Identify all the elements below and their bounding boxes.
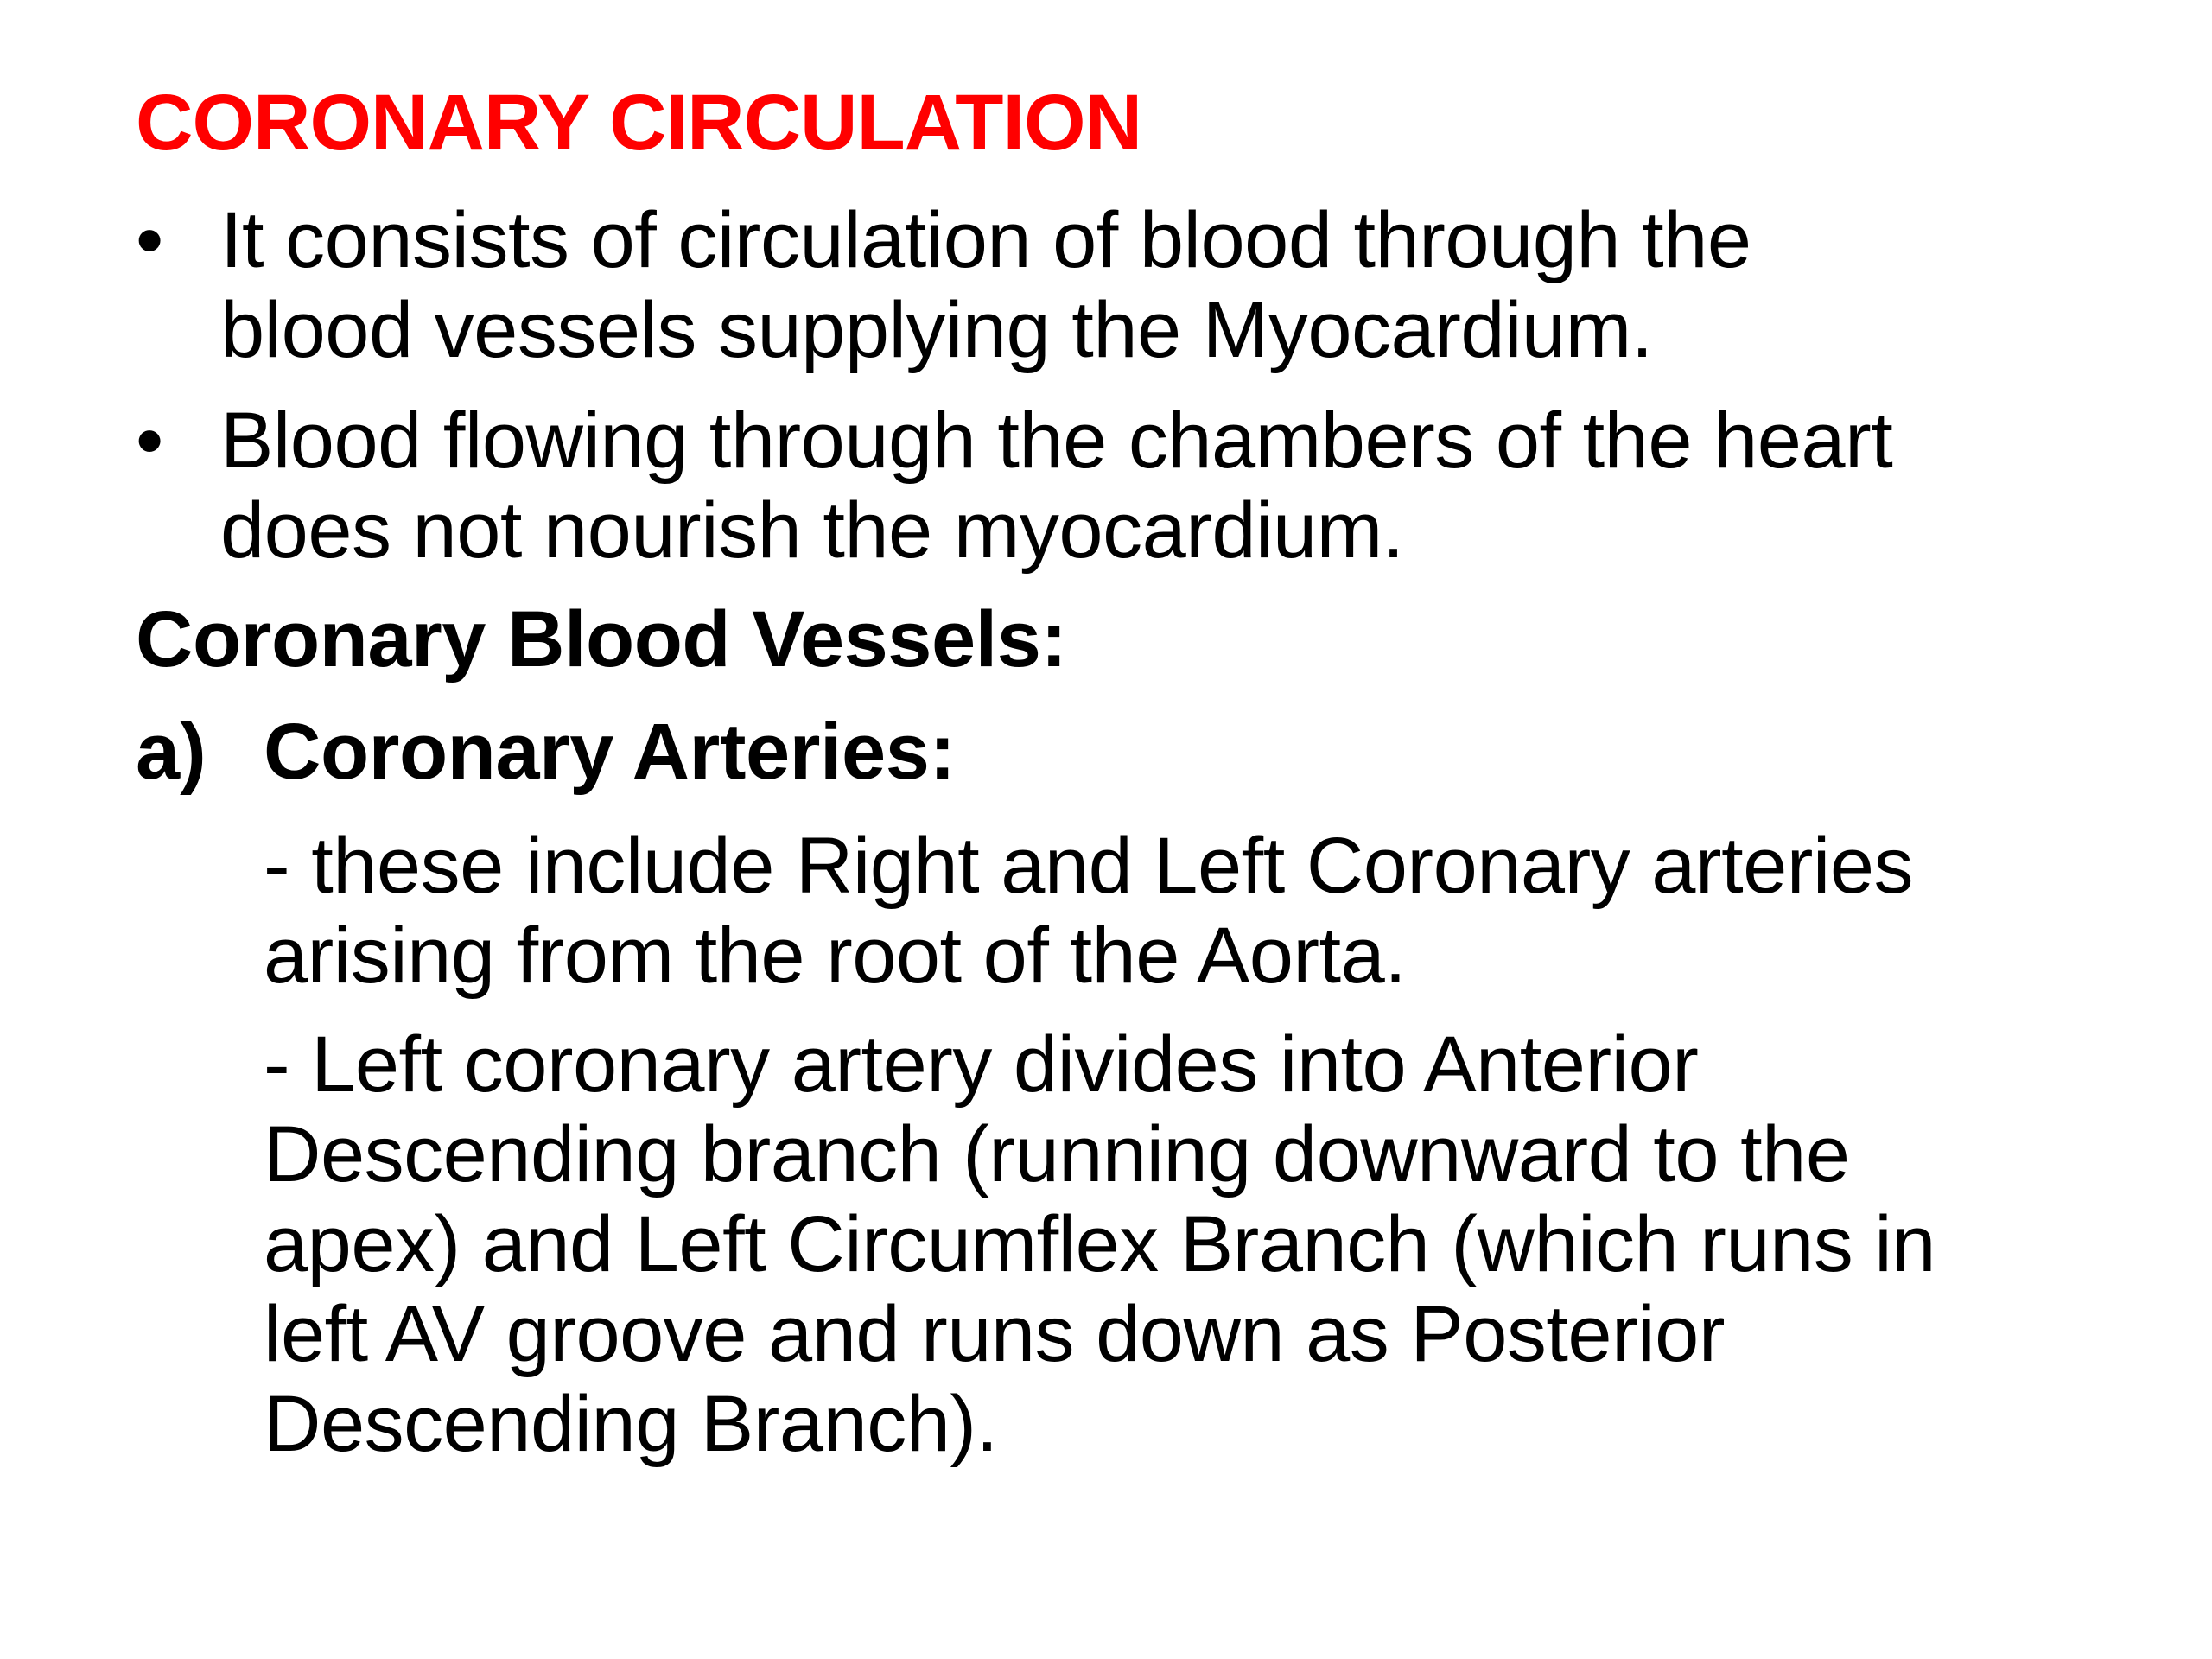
paragraph-line: Descending branch (running downward to the [264,1110,1850,1198]
paragraph-line: arising from the root of the Aorta. [264,912,1407,1000]
bullet-line: blood vessels supplying the Myocardium. [220,286,1653,374]
section-heading: Coronary Blood Vessels: [136,595,1067,683]
bullet-text [220,396,1892,575]
slide-title: CORONARY CIRCULATION [136,79,1142,167]
paragraph-2 [264,1020,1936,1469]
bullet-line: Blood flowing through the chambers of the heart [220,397,1893,485]
bullet-line: does not nourish the myocardium. [220,486,1404,575]
bullet-text [220,195,1751,375]
paragraph-line: - Left coronary artery divides into Anterior [264,1020,1699,1109]
paragraph-line: Descending Branch). [264,1380,998,1468]
paragraph-line: apex) and Left Circumflex Branch (which runs in [264,1200,1936,1288]
paragraph-line: - these include Right and Left Coronary arteries [264,822,1914,910]
bullet-marker: • [136,397,163,485]
subsection-heading: Coronary Arteries: [264,708,956,796]
paragraph-1 [264,821,1913,1001]
paragraph-line: left AV groove and runs down as Posterior [264,1290,1725,1378]
bullet-marker: • [136,196,163,284]
subsection-marker: a) [136,708,207,796]
bullet-line: It consists of circulation of blood through the [220,196,1751,284]
